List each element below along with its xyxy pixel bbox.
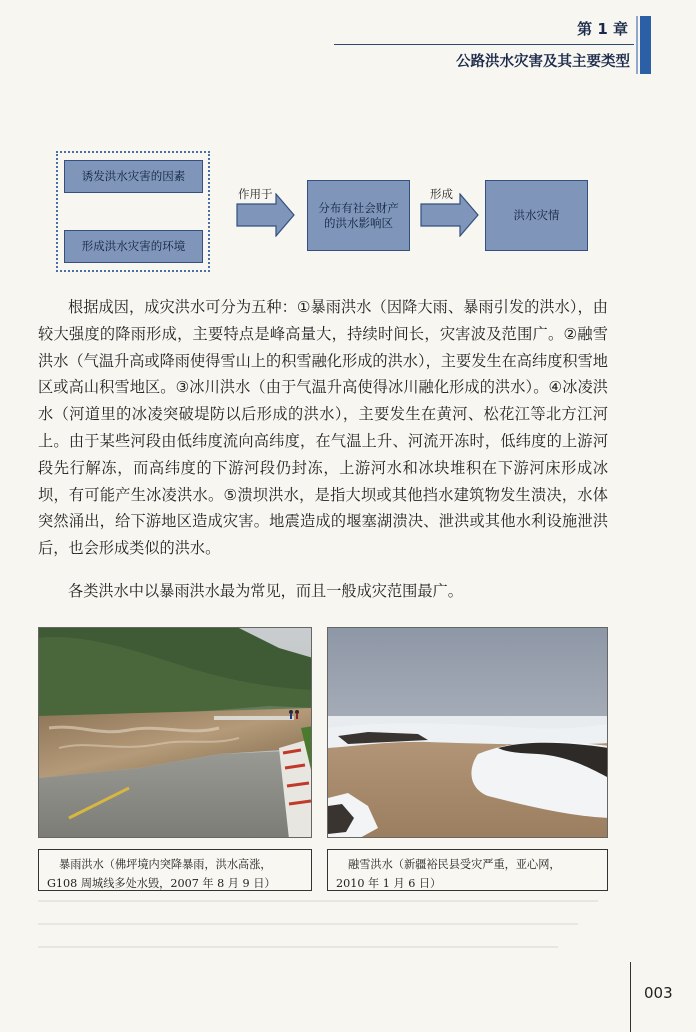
snowmelt-flood-photo <box>327 627 608 838</box>
figure-caption-left <box>38 849 312 891</box>
chapter-number: 第 1 章 <box>577 20 628 38</box>
caption-line: 融雪洪水（新疆裕民县受灾严重，亚心网， <box>348 858 561 871</box>
caption-line: G108 周城线多处水毁，2007 年 8 月 9 日） <box>47 877 276 890</box>
bleed-through-line <box>38 923 578 925</box>
footer-rule <box>630 962 631 1032</box>
right-arrow-icon <box>420 193 480 237</box>
header-rule <box>334 44 634 45</box>
right-arrow-icon <box>236 193 296 237</box>
chapter-title: 公路洪水灾害及其主要类型 <box>456 54 630 70</box>
caption-line: 暴雨洪水（佛坪境内突降暴雨，洪水高涨， <box>59 858 272 871</box>
caption-line: 2010 年 1 月 6 日） <box>336 877 442 890</box>
affected-area-box: 分布有社会财产的洪水影响区 <box>307 180 410 251</box>
body-paragraph: 各类洪水中以暴雨洪水最为常见，而且一般成灾范围最广。 <box>68 582 463 600</box>
environment-box: 形成洪水灾害的环境 <box>64 230 203 263</box>
arrow1-label: 作用于 <box>238 187 273 201</box>
bleed-through-line <box>38 946 558 948</box>
disaster-box: 洪水灾情 <box>485 180 588 251</box>
chapter-tab <box>640 16 651 74</box>
bleed-through-line <box>38 900 598 902</box>
figure-caption-right <box>327 849 608 891</box>
page-number: 003 <box>644 984 673 1002</box>
arrow2-label: 形成 <box>430 187 453 201</box>
rainstorm-flood-photo <box>38 627 312 838</box>
factor-box: 诱发洪水灾害的因素 <box>64 160 203 193</box>
body-paragraph: 根据成因，成灾洪水可分为五种：①暴雨洪水（因降大雨、暴雨引发的洪水），由较大强度的降雨形成，主要特点是峰高量大，持续时间长，灾害波及范围广。②融雪洪水（气温升高或降雨使得雪山上的积雪融化形成的洪水），主要发生在高纬度积雪地区或高山积雪地区。③冰川洪水（由于气温升高使得冰川融化形成的洪水）。④冰凌洪水（河道里的冰凌突破堤防以后形成的洪水），主要发生在黄河、松花江等北方江河上。由于某些河段由低纬度流向高纬度，在气温上升、河流开冻时，低纬度的上游河段先行解冻，而高纬度的下游河段仍封冻，上游河水和冰块堆积在下游河床形成冰坝，有可能产生冰凌洪水。⑤溃坝洪水，是指大坝或其他挡水建筑物发生溃决，水体突然涌出，给下游地区造成灾害。地震造成的堰塞湖溃决、泄洪或其他水利设施泄洪后，也会形成类似的洪水。 <box>38 298 608 558</box>
chapter-tab-accent <box>636 16 638 74</box>
